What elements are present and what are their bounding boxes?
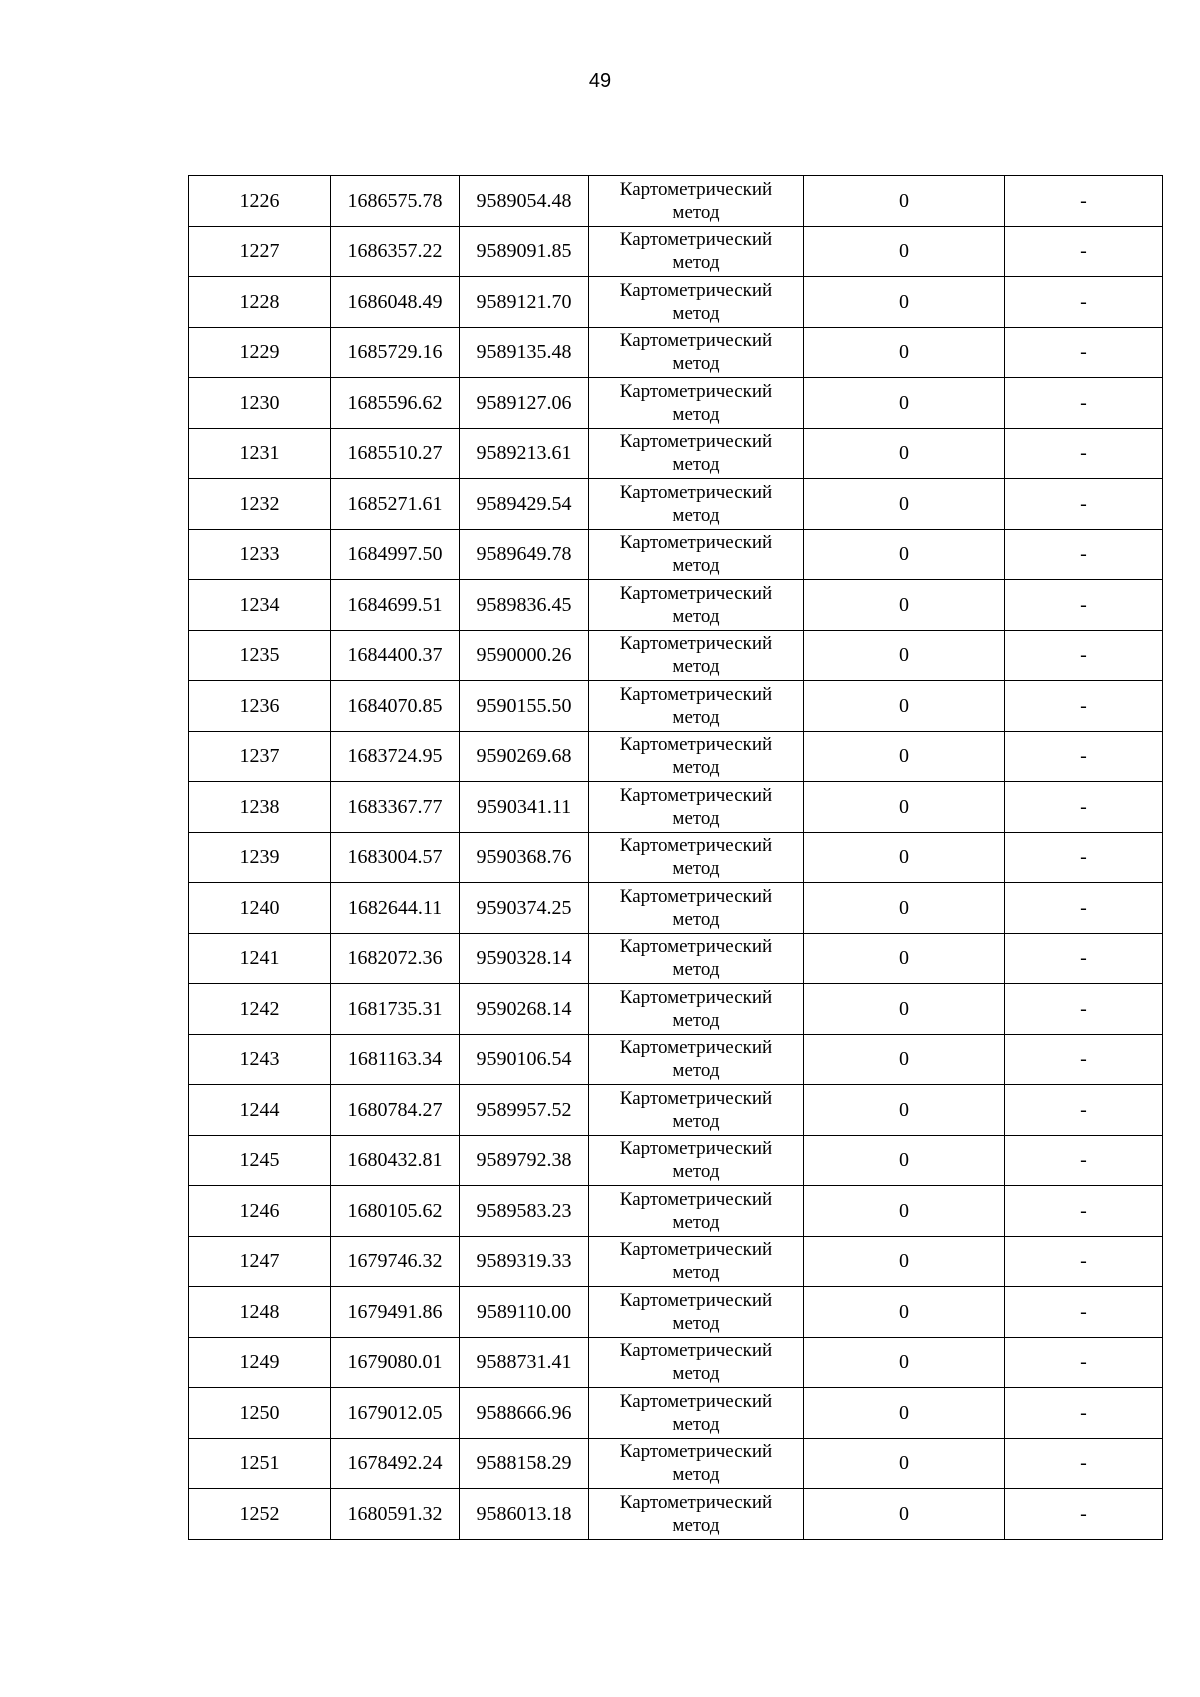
table-row [189, 327, 1163, 378]
error-cell: 0 [804, 933, 1005, 984]
method-line-2: метод [672, 858, 720, 880]
note-cell: - [1005, 1034, 1163, 1085]
method-cell [589, 1085, 804, 1136]
table-row [189, 731, 1163, 782]
method-line-2: метод [672, 908, 720, 930]
error-cell: 0 [804, 1489, 1005, 1540]
method-line-1: Картометрический [619, 229, 773, 251]
x-coordinate-cell: 1684400.37 [331, 630, 460, 681]
note-cell: - [1005, 176, 1163, 227]
table-row [189, 277, 1163, 328]
point-number-cell: 1241 [189, 933, 331, 984]
note-cell: - [1005, 1085, 1163, 1136]
point-number-cell: 1252 [189, 1489, 331, 1540]
y-coordinate-cell: 9589110.00 [460, 1287, 589, 1338]
method-line-2: метод [672, 252, 720, 274]
y-coordinate-cell: 9589054.48 [460, 176, 589, 227]
x-coordinate-cell: 1684699.51 [331, 580, 460, 631]
method-line-1: Картометрический [619, 1138, 773, 1160]
note-cell: - [1005, 327, 1163, 378]
method-line-1: Картометрический [619, 582, 773, 604]
method-line-1: Картометрический [619, 633, 773, 655]
x-coordinate-cell: 1684070.85 [331, 681, 460, 732]
x-coordinate-cell: 1683367.77 [331, 782, 460, 833]
error-cell: 0 [804, 630, 1005, 681]
point-number-cell: 1243 [189, 1034, 331, 1085]
method-line-1: Картометрический [619, 1188, 773, 1210]
method-line-1: Картометрический [619, 683, 773, 705]
method-cell [589, 1287, 804, 1338]
method-line-2: метод [672, 605, 720, 627]
note-cell: - [1005, 933, 1163, 984]
method-line-1: Картометрический [619, 1390, 773, 1412]
method-line-2: метод [672, 555, 720, 577]
x-coordinate-cell: 1683724.95 [331, 731, 460, 782]
note-cell: - [1005, 1489, 1163, 1540]
y-coordinate-cell: 9589135.48 [460, 327, 589, 378]
method-cell [589, 580, 804, 631]
y-coordinate-cell: 9589091.85 [460, 226, 589, 277]
method-line-1: Картометрический [619, 1289, 773, 1311]
point-number-cell: 1244 [189, 1085, 331, 1136]
table-row [189, 832, 1163, 883]
note-cell: - [1005, 1438, 1163, 1489]
point-number-cell: 1248 [189, 1287, 331, 1338]
x-coordinate-cell: 1678492.24 [331, 1438, 460, 1489]
x-coordinate-cell: 1681735.31 [331, 984, 460, 1035]
method-cell [589, 428, 804, 479]
point-number-cell: 1228 [189, 277, 331, 328]
y-coordinate-cell: 9590341.11 [460, 782, 589, 833]
y-coordinate-cell: 9589429.54 [460, 479, 589, 530]
method-cell [589, 782, 804, 833]
x-coordinate-cell: 1686575.78 [331, 176, 460, 227]
method-line-2: метод [672, 959, 720, 981]
method-cell [589, 1236, 804, 1287]
point-number-cell: 1245 [189, 1135, 331, 1186]
method-cell [589, 1034, 804, 1085]
table-row [189, 428, 1163, 479]
x-coordinate-cell: 1680105.62 [331, 1186, 460, 1237]
method-line-1: Картометрический [619, 1340, 773, 1362]
table-row [189, 529, 1163, 580]
method-line-2: метод [672, 1262, 720, 1284]
point-number-cell: 1237 [189, 731, 331, 782]
note-cell: - [1005, 681, 1163, 732]
x-coordinate-cell: 1679746.32 [331, 1236, 460, 1287]
table-row [189, 479, 1163, 530]
x-coordinate-cell: 1679012.05 [331, 1388, 460, 1439]
error-cell: 0 [804, 1337, 1005, 1388]
method-line-1: Картометрический [619, 481, 773, 503]
point-number-cell: 1227 [189, 226, 331, 277]
coordinates-table-body [189, 176, 1163, 1540]
table-row [189, 681, 1163, 732]
note-cell: - [1005, 479, 1163, 530]
table-row [189, 1085, 1163, 1136]
x-coordinate-cell: 1685729.16 [331, 327, 460, 378]
point-number-cell: 1246 [189, 1186, 331, 1237]
y-coordinate-cell: 9590155.50 [460, 681, 589, 732]
method-line-1: Картометрический [619, 532, 773, 554]
point-number-cell: 1247 [189, 1236, 331, 1287]
method-line-2: метод [672, 757, 720, 779]
method-line-2: метод [672, 1211, 720, 1233]
x-coordinate-cell: 1679080.01 [331, 1337, 460, 1388]
y-coordinate-cell: 9589319.33 [460, 1236, 589, 1287]
method-line-1: Картометрический [619, 1087, 773, 1109]
table-row [189, 1135, 1163, 1186]
method-cell [589, 1337, 804, 1388]
y-coordinate-cell: 9586013.18 [460, 1489, 589, 1540]
point-number-cell: 1239 [189, 832, 331, 883]
table-row [189, 1034, 1163, 1085]
method-cell [589, 226, 804, 277]
point-number-cell: 1226 [189, 176, 331, 227]
error-cell: 0 [804, 832, 1005, 883]
error-cell: 0 [804, 327, 1005, 378]
method-cell [589, 327, 804, 378]
note-cell: - [1005, 580, 1163, 631]
note-cell: - [1005, 529, 1163, 580]
note-cell: - [1005, 378, 1163, 429]
method-cell [589, 883, 804, 934]
method-line-1: Картометрический [619, 885, 773, 907]
point-number-cell: 1240 [189, 883, 331, 934]
error-cell: 0 [804, 428, 1005, 479]
note-cell: - [1005, 1388, 1163, 1439]
error-cell: 0 [804, 226, 1005, 277]
method-line-1: Картометрический [619, 178, 773, 200]
x-coordinate-cell: 1684997.50 [331, 529, 460, 580]
method-cell [589, 277, 804, 328]
error-cell: 0 [804, 1186, 1005, 1237]
method-line-2: метод [672, 656, 720, 678]
method-cell [589, 378, 804, 429]
method-cell [589, 1135, 804, 1186]
method-cell [589, 1388, 804, 1439]
method-line-2: метод [672, 1161, 720, 1183]
method-line-2: метод [672, 1413, 720, 1435]
point-number-cell: 1233 [189, 529, 331, 580]
error-cell: 0 [804, 883, 1005, 934]
method-line-2: метод [672, 403, 720, 425]
method-line-1: Картометрический [619, 1491, 773, 1513]
method-cell [589, 1186, 804, 1237]
error-cell: 0 [804, 378, 1005, 429]
y-coordinate-cell: 9590269.68 [460, 731, 589, 782]
y-coordinate-cell: 9590268.14 [460, 984, 589, 1035]
table-row [189, 580, 1163, 631]
method-line-1: Картометрический [619, 1037, 773, 1059]
table-row [189, 176, 1163, 227]
note-cell: - [1005, 1287, 1163, 1338]
point-number-cell: 1236 [189, 681, 331, 732]
note-cell: - [1005, 630, 1163, 681]
note-cell: - [1005, 1135, 1163, 1186]
x-coordinate-cell: 1680784.27 [331, 1085, 460, 1136]
error-cell: 0 [804, 1438, 1005, 1489]
y-coordinate-cell: 9588666.96 [460, 1388, 589, 1439]
method-line-2: метод [672, 706, 720, 728]
table-row [189, 378, 1163, 429]
method-line-2: метод [672, 1363, 720, 1385]
y-coordinate-cell: 9589792.38 [460, 1135, 589, 1186]
y-coordinate-cell: 9589127.06 [460, 378, 589, 429]
error-cell: 0 [804, 1236, 1005, 1287]
y-coordinate-cell: 9588158.29 [460, 1438, 589, 1489]
x-coordinate-cell: 1682072.36 [331, 933, 460, 984]
method-cell [589, 1438, 804, 1489]
coordinates-table [188, 175, 1163, 1540]
error-cell: 0 [804, 277, 1005, 328]
table-row [189, 630, 1163, 681]
method-line-1: Картометрический [619, 784, 773, 806]
method-line-1: Картометрический [619, 380, 773, 402]
note-cell: - [1005, 782, 1163, 833]
method-cell [589, 731, 804, 782]
method-line-2: метод [672, 504, 720, 526]
table-row [189, 1337, 1163, 1388]
note-cell: - [1005, 428, 1163, 479]
note-cell: - [1005, 731, 1163, 782]
x-coordinate-cell: 1679491.86 [331, 1287, 460, 1338]
point-number-cell: 1229 [189, 327, 331, 378]
method-cell [589, 681, 804, 732]
method-line-2: метод [672, 201, 720, 223]
table-row [189, 1236, 1163, 1287]
method-line-1: Картометрический [619, 734, 773, 756]
y-coordinate-cell: 9589583.23 [460, 1186, 589, 1237]
method-line-2: метод [672, 302, 720, 324]
y-coordinate-cell: 9589213.61 [460, 428, 589, 479]
table-row [189, 1438, 1163, 1489]
error-cell: 0 [804, 1085, 1005, 1136]
method-cell [589, 176, 804, 227]
note-cell: - [1005, 832, 1163, 883]
point-number-cell: 1230 [189, 378, 331, 429]
x-coordinate-cell: 1685271.61 [331, 479, 460, 530]
error-cell: 0 [804, 731, 1005, 782]
note-cell: - [1005, 1337, 1163, 1388]
page-number: 49 [588, 70, 612, 92]
table-row [189, 1186, 1163, 1237]
point-number-cell: 1234 [189, 580, 331, 631]
error-cell: 0 [804, 580, 1005, 631]
point-number-cell: 1250 [189, 1388, 331, 1439]
method-line-2: метод [672, 1514, 720, 1536]
note-cell: - [1005, 226, 1163, 277]
note-cell: - [1005, 277, 1163, 328]
y-coordinate-cell: 9590368.76 [460, 832, 589, 883]
error-cell: 0 [804, 1135, 1005, 1186]
method-cell [589, 984, 804, 1035]
method-line-2: метод [672, 454, 720, 476]
error-cell: 0 [804, 1034, 1005, 1085]
method-line-2: метод [672, 1464, 720, 1486]
method-line-2: метод [672, 1110, 720, 1132]
method-line-2: метод [672, 1009, 720, 1031]
y-coordinate-cell: 9588731.41 [460, 1337, 589, 1388]
y-coordinate-cell: 9589957.52 [460, 1085, 589, 1136]
error-cell: 0 [804, 681, 1005, 732]
y-coordinate-cell: 9590328.14 [460, 933, 589, 984]
x-coordinate-cell: 1680432.81 [331, 1135, 460, 1186]
x-coordinate-cell: 1680591.32 [331, 1489, 460, 1540]
method-cell [589, 479, 804, 530]
x-coordinate-cell: 1683004.57 [331, 832, 460, 883]
note-cell: - [1005, 883, 1163, 934]
method-line-1: Картометрический [619, 330, 773, 352]
error-cell: 0 [804, 984, 1005, 1035]
method-cell [589, 630, 804, 681]
y-coordinate-cell: 9589836.45 [460, 580, 589, 631]
point-number-cell: 1231 [189, 428, 331, 479]
method-line-2: метод [672, 1312, 720, 1334]
table-row [189, 1287, 1163, 1338]
error-cell: 0 [804, 479, 1005, 530]
point-number-cell: 1238 [189, 782, 331, 833]
point-number-cell: 1232 [189, 479, 331, 530]
x-coordinate-cell: 1681163.34 [331, 1034, 460, 1085]
note-cell: - [1005, 984, 1163, 1035]
error-cell: 0 [804, 782, 1005, 833]
y-coordinate-cell: 9589121.70 [460, 277, 589, 328]
method-cell [589, 933, 804, 984]
point-number-cell: 1235 [189, 630, 331, 681]
point-number-cell: 1251 [189, 1438, 331, 1489]
point-number-cell: 1242 [189, 984, 331, 1035]
method-line-1: Картометрический [619, 431, 773, 453]
table-row [189, 1388, 1163, 1439]
error-cell: 0 [804, 529, 1005, 580]
x-coordinate-cell: 1685596.62 [331, 378, 460, 429]
table-row [189, 226, 1163, 277]
method-line-1: Картометрический [619, 279, 773, 301]
method-line-1: Картометрический [619, 986, 773, 1008]
point-number-cell: 1249 [189, 1337, 331, 1388]
note-cell: - [1005, 1186, 1163, 1237]
table-row [189, 1489, 1163, 1540]
table-row [189, 782, 1163, 833]
error-cell: 0 [804, 1287, 1005, 1338]
y-coordinate-cell: 9590000.26 [460, 630, 589, 681]
method-line-2: метод [672, 807, 720, 829]
y-coordinate-cell: 9590374.25 [460, 883, 589, 934]
table-row [189, 933, 1163, 984]
x-coordinate-cell: 1685510.27 [331, 428, 460, 479]
method-line-1: Картометрический [619, 1239, 773, 1261]
x-coordinate-cell: 1686357.22 [331, 226, 460, 277]
method-cell [589, 832, 804, 883]
note-cell: - [1005, 1236, 1163, 1287]
method-line-1: Картометрический [619, 835, 773, 857]
table-row [189, 883, 1163, 934]
y-coordinate-cell: 9590106.54 [460, 1034, 589, 1085]
method-line-2: метод [672, 353, 720, 375]
method-cell [589, 1489, 804, 1540]
x-coordinate-cell: 1686048.49 [331, 277, 460, 328]
x-coordinate-cell: 1682644.11 [331, 883, 460, 934]
method-cell [589, 529, 804, 580]
y-coordinate-cell: 9589649.78 [460, 529, 589, 580]
method-line-2: метод [672, 1060, 720, 1082]
error-cell: 0 [804, 1388, 1005, 1439]
table-row [189, 984, 1163, 1035]
method-line-1: Картометрический [619, 936, 773, 958]
method-line-1: Картометрический [619, 1441, 773, 1463]
error-cell: 0 [804, 176, 1005, 227]
